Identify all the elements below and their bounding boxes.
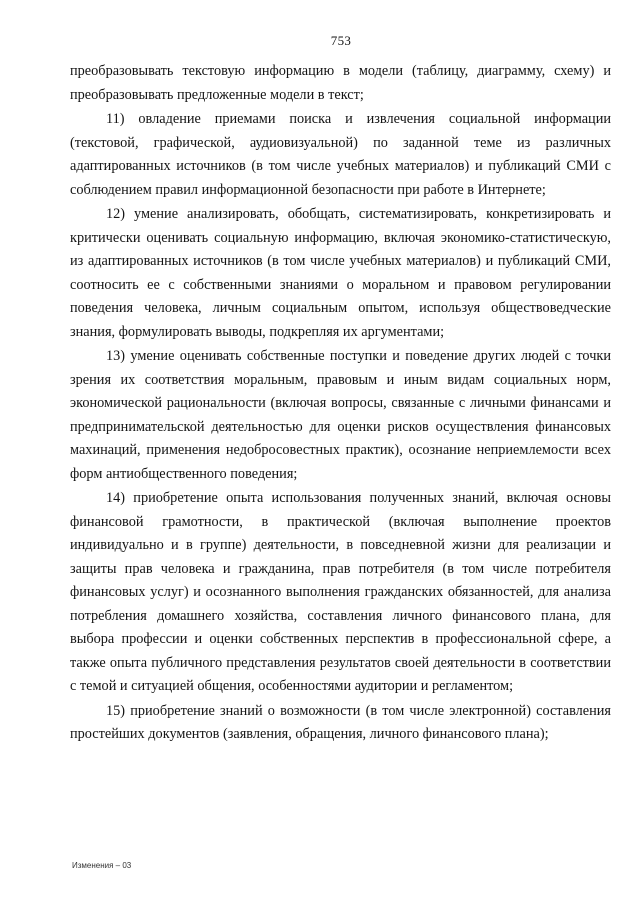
paragraph-item-12: 12) умение анализировать, обобщать, систематизировать, конкретизировать и критически оценивать социальную информацию, включая экономико-статистическую, из адаптированных источников (в том числе учебных материалов) и публикаций СМИ, соотносить ее с собственными знаниями о моральном и правовом регулировании поведения человека, личным социальным опытом, используя обществоведческие знания, формулировать выводы, подкрепляя их аргументами; — [70, 206, 611, 340]
paragraph-item-13: 13) умение оценивать собственные поступки и поведение других людей с точки зрения их соответствия моральным, правовым и иным видам социальных норм, экономической рациональности (включая вопросы, связанные с личными финансами и предпринимательской деятельностью для оценки рисков осуществления финансовых махинаций, применения недобросовестных практик), осознание неприемлемости всех форм антиобщественного поведения; — [70, 348, 611, 482]
paragraph-item-14: 14) приобретение опыта использования полученных знаний, включая основы финансовой грамотности, в практической (включая выполнение проектов индивидуально и в группе) деятельности, в повседневной жизни для реализации и защиты прав человека и гражданина, прав потребителя (в том числе потребителя финансовых услуг) и осознанного выполнения гражданских обязанностей, для анализа потребления домашнего хозяйства, составления личного финансового плана, для выбора профессии и оценки собственных перспектив в профессиональной сфере, а также опыта публичного представления результатов своей деятельности в соответствии с темой и ситуацией общения, особенностями аудитории и регламентом; — [70, 490, 611, 694]
document-body — [70, 60, 611, 747]
paragraph-continuation: преобразовывать текстовую информацию в модели (таблицу, диаграмму, схему) и преобразовывать предложенные модели в текст; — [70, 63, 611, 103]
paragraph-item-11: 11) овладение приемами поиска и извлечения социальной информации (текстовой, графической, аудиовизуальной) по заданной теме из различных адаптированных источников (в том числе учебных материалов) и публикаций СМИ с соблюдением правил информационной безопасности при работе в Интернете; — [70, 111, 611, 198]
page-number: 753 — [330, 33, 352, 48]
revision-footer: Изменения – 03 — [72, 861, 132, 870]
paragraph-item-15: 15) приобретение знаний о возможности (в том числе электронной) составления простейших документов (заявления, обращения, личного финансового плана); — [70, 702, 611, 742]
